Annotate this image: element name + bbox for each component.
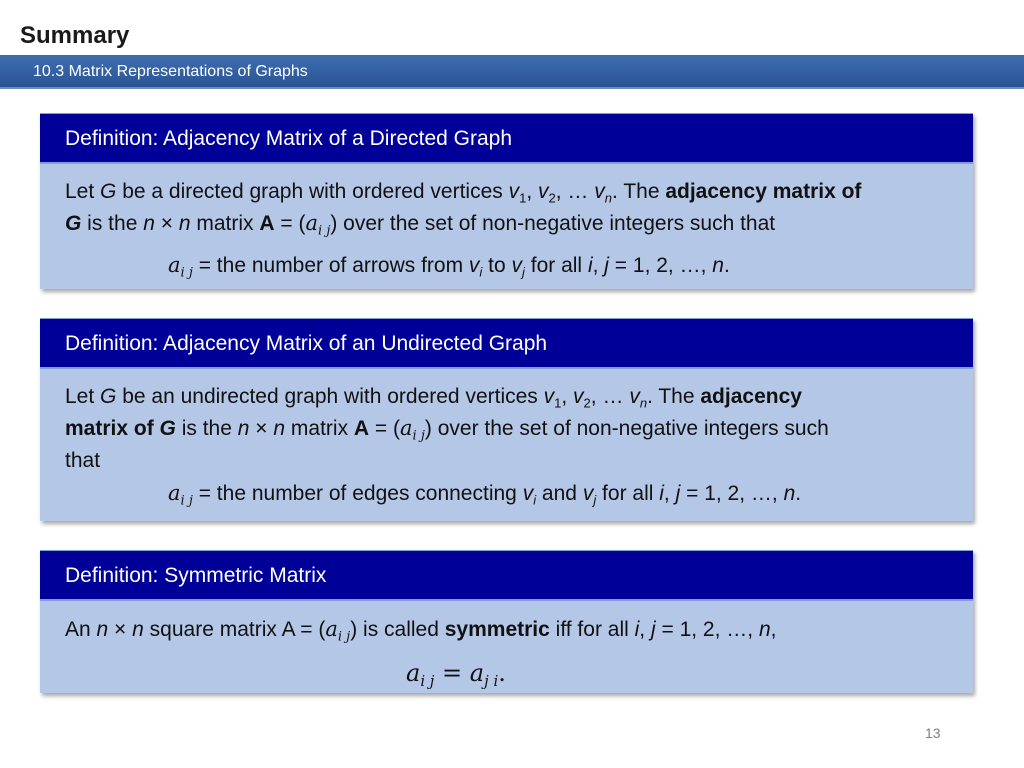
slide-title: Summary <box>20 22 130 49</box>
definition-box-symmetric <box>40 550 973 693</box>
definition-box-undirected <box>40 318 973 521</box>
body-line-2: matrix of G is the n × n matrix $A = (a_{i j})$ over the set of non-negative integers such <box>65 416 829 444</box>
body-line-1: Let G be an undirected graph with ordered vertices $v_1$, $v_2$, … $v_n$. The adjacency <box>65 385 802 411</box>
definition-heading: Definition: Adjacency Matrix of an Undirected Graph <box>40 318 973 369</box>
symmetric-equation: $a_{i j} = a_{j i}$. <box>406 659 506 691</box>
body-line-3: that <box>65 449 101 472</box>
definition-heading: Definition: Adjacency Matrix of a Directed Graph <box>40 113 973 164</box>
body-line-1: Let G be a directed graph with ordered vertices $v_1$, $v_2$, … $v_n$. The adjacency matrix of <box>65 180 862 206</box>
subtitle-bar <box>0 55 1024 89</box>
definition-heading: Definition: Symmetric Matrix <box>40 550 973 601</box>
body-line-1: An n × n square matrix $A = (a_{i j})$ is called symmetric iff for all i, j = 1, 2, …, n, <box>65 617 777 645</box>
body-line-2: G is the n × n matrix $A = (a_{i j})$ over the set of non-negative integers such that <box>65 211 776 239</box>
section-subtitle: 10.3 Matrix Representations of Graphs <box>33 63 308 80</box>
body-line-4: $a_{i j}$ = the number of edges connecting $v_i$ and $v_j$ for all i, j = 1, 2, …, n. <box>168 481 802 509</box>
page-number: 13 <box>925 725 941 741</box>
definition-box-directed <box>40 113 973 289</box>
body-line-3: $a_{i j}$ = the number of arrows from $v_i$ to $v_j$ for all i, j = 1, 2, …, n. <box>168 253 730 281</box>
